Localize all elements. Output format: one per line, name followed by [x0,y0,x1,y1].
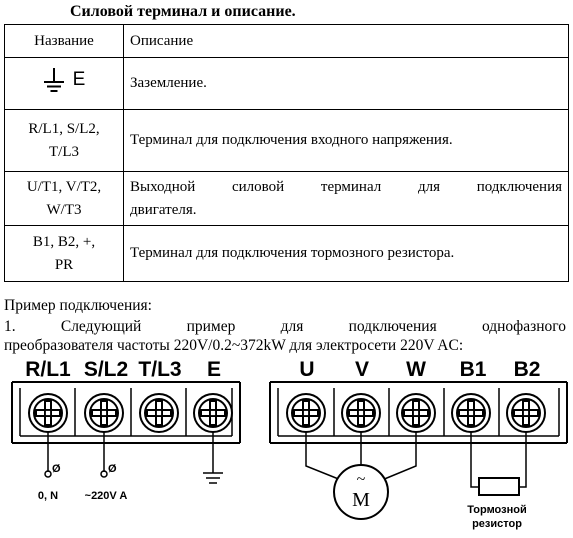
header-description: Описание [124,25,569,58]
screw-v [342,394,380,432]
terminal-label-rl1: R/L1 [25,358,71,381]
wire-mark-a: Ø [108,463,117,475]
name-line: B1, B2, +, [32,233,96,250]
wire-mark-n: Ø [52,463,61,475]
input-terminal-name [5,110,124,172]
input-label-n: 0, N [37,490,59,502]
example-line-1: 1. Следующий пример для подключения однофазного [4,318,566,335]
terminal-label-b1: B1 [459,358,487,381]
table-row [5,226,569,282]
brake-terminal-description: Терминал для подключения тормозного резистора. [124,226,569,282]
header-name: Название [5,25,124,58]
terminal-label-e: E [206,358,222,381]
screw-b1 [452,394,490,432]
name-line: U/T1, V/T2, [26,178,102,195]
input-label-a: ~220V A [84,490,128,502]
screw-w [397,394,435,432]
output-terminal-description [124,172,569,226]
name-line: R/L1, S/L2, [28,120,100,137]
screw-b2 [507,394,545,432]
screw-tl3 [140,394,178,432]
terminal-label-tl3: T/L3 [138,358,182,381]
terminal-label-w: W [406,358,426,381]
table-row [5,172,569,226]
brake-terminal-name [5,226,124,282]
desc-line: Выходной силовой терминал для подключения [130,178,562,195]
wiring-diagram [0,352,573,538]
desc-line: двигателя. [130,201,197,218]
terminal-label-sl2: S/L2 [83,358,129,381]
ground-description: Заземление. [124,58,569,110]
terminal-table [4,24,569,282]
screw-u [287,394,325,432]
terminal-label-b2: B2 [513,358,541,381]
motor-letter: M [352,489,370,511]
input-wire-n [45,432,51,477]
ground-icon [43,67,65,93]
name-line: PR [54,256,74,273]
terminal-label-u: U [299,358,315,381]
name-line: T/L3 [49,143,79,160]
earth-ground-icon [203,432,223,483]
screw-e [194,394,232,432]
terminal-label-v: V [354,358,370,381]
resistor-label-line-1: Тормозной [467,504,527,516]
example-heading: Пример подключения: [4,297,152,314]
input-wire-a [101,432,107,477]
table-row [5,58,569,110]
motor-tilde: ~ [356,471,366,488]
section-title: Силовой терминал и описание. [70,3,296,20]
table-header-row [5,25,569,58]
example-line-2: преобразователя частоты 220V/0.2~372kW для электросети 220V AC: [4,337,464,354]
ground-label: Е [72,69,86,90]
input-terminal-description: Терминал для подключения входного напряжения. [124,110,569,172]
name-line: W/T3 [46,201,82,218]
brake-resistor-symbol [479,478,519,495]
screw-rl1 [29,394,67,432]
table-row [5,110,569,172]
screw-sl2 [85,394,123,432]
output-terminal-name [5,172,124,226]
resistor-label-line-2: резистор [472,518,522,530]
ground-cell [5,58,124,110]
